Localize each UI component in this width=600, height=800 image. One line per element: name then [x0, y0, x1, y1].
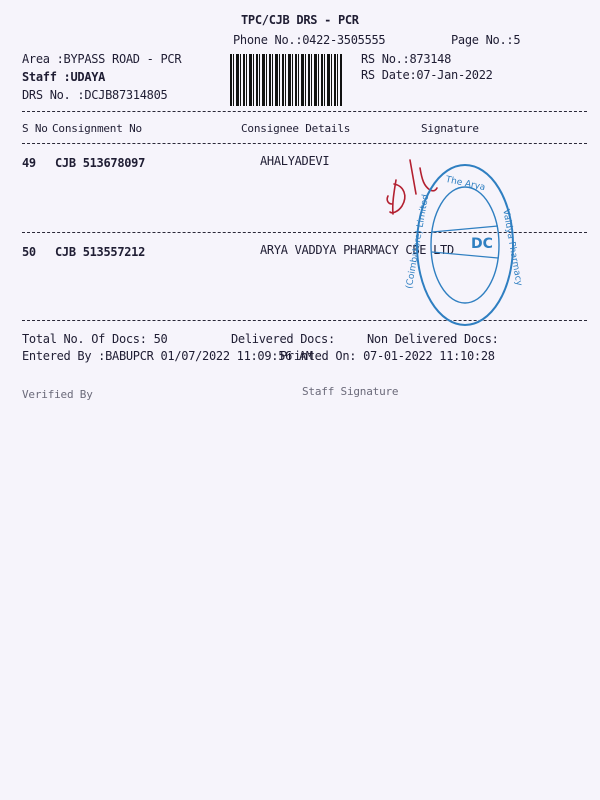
row-consignee: AHALYADEVI — [260, 154, 330, 168]
verified-by-label: Verified By — [22, 388, 93, 401]
total-docs: Total No. Of Docs: 50 — [22, 332, 168, 346]
company-stamp — [404, 160, 524, 330]
svg-text:Vaidya Pharmacy: Vaidya Pharmacy — [500, 208, 524, 287]
col-header-consignee: Consignee Details — [241, 122, 351, 135]
row-consignment-no: CJB 513557212 — [55, 245, 146, 259]
phone-number: Phone No.:0422-3505555 — [233, 33, 386, 47]
row-consignee: ARYA VADDYA PHARMACY CBE LTD — [260, 243, 454, 257]
divider — [22, 143, 587, 144]
col-header-sno: S No — [22, 122, 48, 135]
col-header-consignment: Consignment No — [52, 122, 142, 135]
printed-on: Printed On: 07-01-2022 11:10:28 — [280, 349, 495, 363]
document-title: TPC/CJB DRS - PCR — [241, 13, 359, 27]
row-sno: 49 — [22, 156, 36, 170]
barcode — [230, 54, 342, 106]
rs-date: RS Date:07-Jan-2022 — [361, 68, 493, 82]
row-consignment-no: CJB 513678097 — [55, 156, 146, 170]
drs-number: DRS No. :DCJB87314805 — [22, 88, 168, 102]
stamp-center-text: DC — [471, 236, 493, 252]
area-field: Area :BYPASS ROAD - PCR — [22, 52, 182, 66]
staff-signature-label: Staff Signature — [302, 385, 399, 398]
page-number: Page No.:5 — [451, 33, 521, 47]
delivered-docs: Delivered Docs: — [231, 332, 335, 346]
col-header-signature: Signature — [421, 122, 479, 135]
svg-text:The Arya: The Arya — [444, 174, 487, 194]
svg-text:(Coimbatore) Limited: (Coimbatore) Limited — [404, 193, 432, 290]
entered-by: Entered By :BABUPCR 01/07/2022 11:09:56 AM — [22, 349, 313, 363]
staff-field: Staff :UDAYA — [22, 70, 106, 84]
rs-number: RS No.:873148 — [361, 52, 452, 66]
divider — [22, 111, 587, 112]
non-delivered-docs: Non Delivered Docs: — [367, 332, 499, 346]
row-sno: 50 — [22, 245, 36, 259]
